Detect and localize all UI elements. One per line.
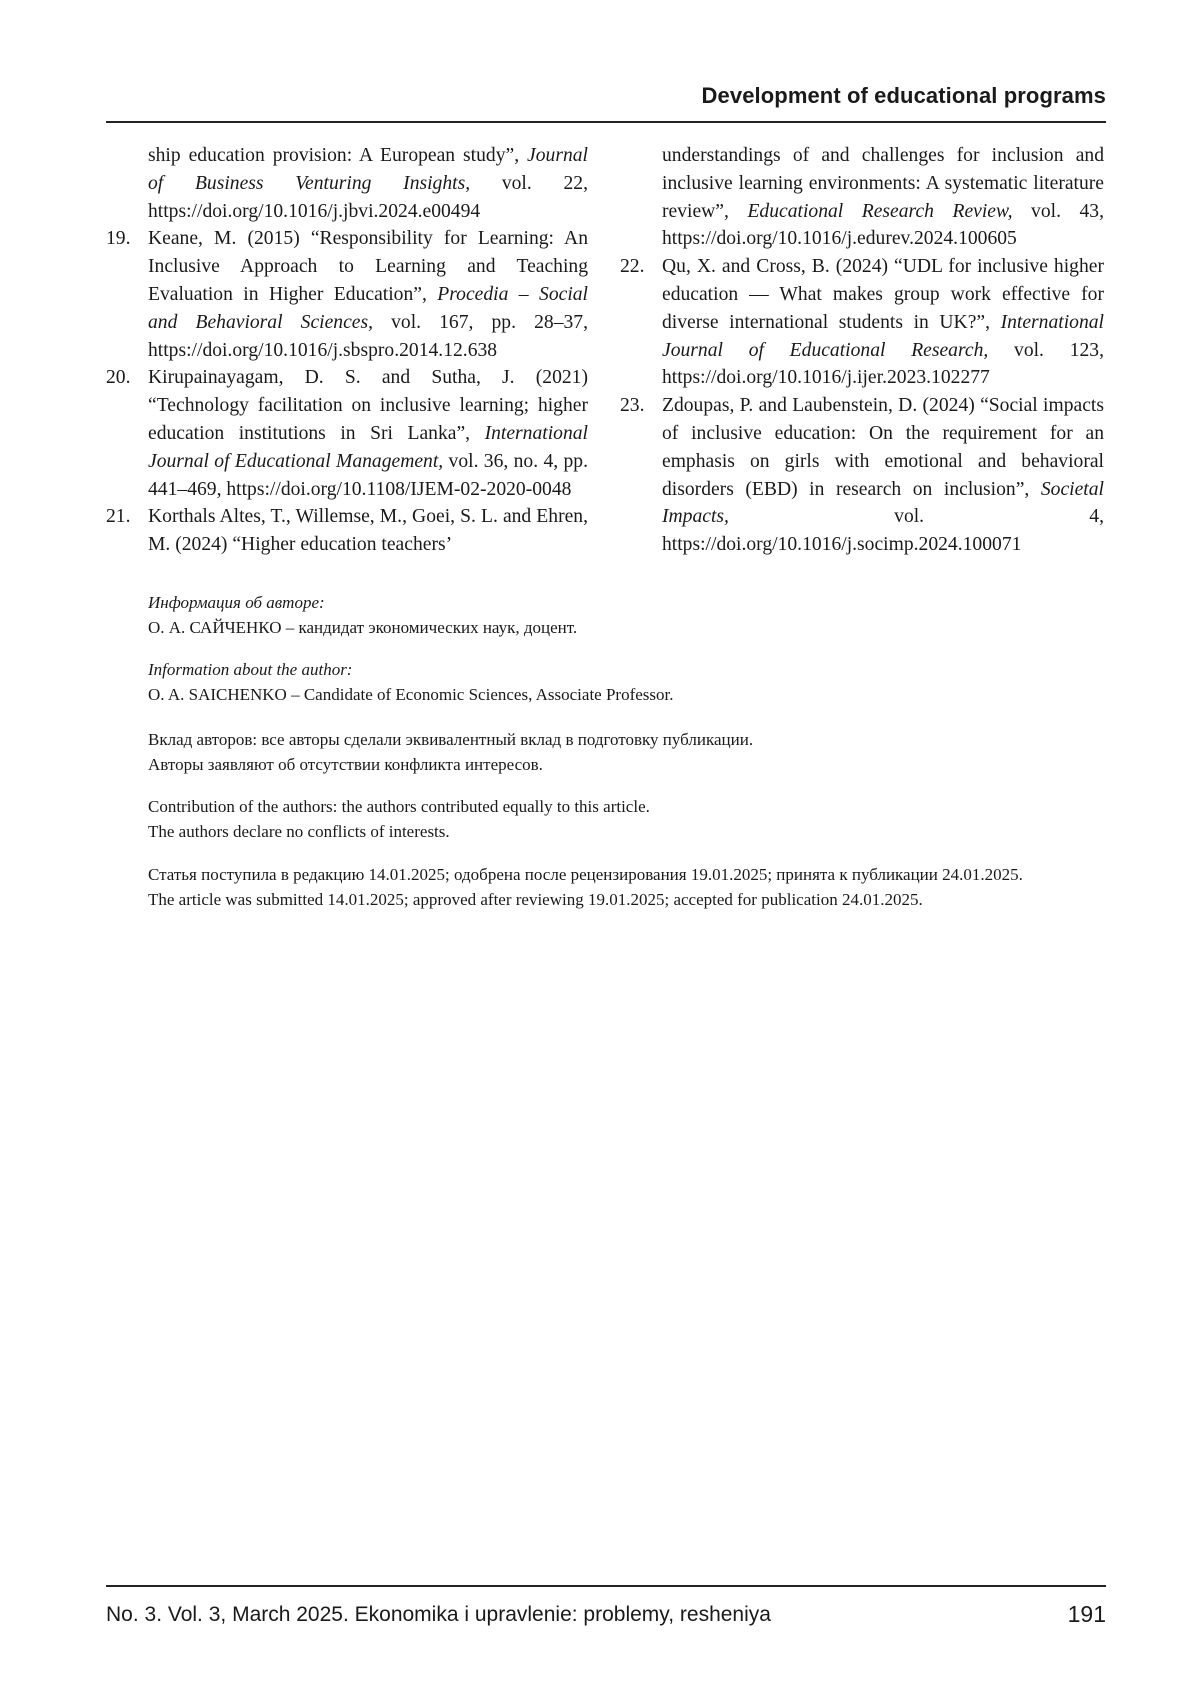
reference-source-title: International Journal of Educational Management, xyxy=(148,422,588,472)
reference-source-title: International Journal of Educational Research, xyxy=(662,311,1104,361)
reference-item xyxy=(106,503,588,559)
reference-continuation xyxy=(106,142,588,225)
reference-item xyxy=(106,225,588,364)
page-number: 191 xyxy=(1067,1601,1106,1627)
reference-continuation xyxy=(620,142,1104,253)
author-info-en-label: Information about the author: xyxy=(148,660,353,679)
reference-item xyxy=(620,253,1104,392)
reference-text-segment: Zdoupas, P. and Laubenstein, D. (2024) “Social impacts of inclusive education: On the requirement for an emphasis on girls with emotional and behavioral disorders (EBD) in research on inclusion”, xyxy=(662,395,1104,500)
dates-en: The article was submitted 14.01.2025; approved after reviewing 19.01.2025; accepted for publication 24.01.2025. xyxy=(148,890,923,909)
reference-text-segment: ship education provision: A European study”, xyxy=(148,145,528,166)
references-left-column xyxy=(106,142,588,559)
footer-rule xyxy=(106,1585,1106,1587)
dates-ru: Статья поступила в редакцию 14.01.2025; одобрена после рецензирования 19.01.2025; принята к публикации 24.01.2025. xyxy=(148,865,1023,884)
reference-number: 19. xyxy=(106,228,131,250)
contribution-en-line1: Contribution of the authors: the authors contributed equally to this article. xyxy=(148,797,650,816)
reference-text-segment: understandings of and challenges for inclusion and inclusive learning environments: A systematic literature review”, xyxy=(662,145,1104,222)
reference-text xyxy=(662,253,1104,392)
header-rule xyxy=(106,121,1106,123)
reference-item xyxy=(620,392,1104,559)
reference-number: 23. xyxy=(620,395,645,417)
contribution-en xyxy=(148,794,1108,844)
reference-source-title: Educational Research Review, xyxy=(747,200,1013,222)
reference-number: 21. xyxy=(106,506,131,528)
author-info-ru-label: Информация об авторе: xyxy=(148,593,325,612)
reference-text-segment: vol. 36, no. 4, pp. 441–469, https://doi.org/10.1108/IJEM-02-2020-0048 xyxy=(148,450,588,500)
contribution-ru-line2: Авторы заявляют об отсутствии конфликта интересов. xyxy=(148,755,543,774)
reference-number: 20. xyxy=(106,367,131,389)
running-header: Development of educational programs xyxy=(701,83,1106,108)
author-info-en xyxy=(148,657,1108,707)
reference-text xyxy=(662,392,1104,559)
reference-text-segment: Kirupainayagam, D. S. and Sutha, J. (2021) “Technology facilitation on inclusive learning; higher education institutions in Sri Lanka”, xyxy=(148,367,588,444)
reference-item xyxy=(106,364,588,503)
author-info-ru xyxy=(148,590,1108,640)
reference-text-segment: vol. 22, https://doi.org/10.1016/j.jbvi.2024.e00494 xyxy=(148,172,588,222)
reference-text xyxy=(148,225,588,364)
reference-source-title: Societal Impacts, xyxy=(662,478,1104,528)
reference-text xyxy=(148,503,588,559)
journal-citation: No. 3. Vol. 3, March 2025. Ekonomika i upravlenie: problemy, resheniya xyxy=(106,1603,771,1626)
author-info-ru-text: О. А. САЙЧЕНКО – кандидат экономических наук, доцент. xyxy=(148,618,578,637)
contribution-en-line2: The authors declare no conflicts of interests. xyxy=(148,822,450,841)
reference-text-segment: Korthals Altes, T., Willemse, M., Goei, S. L. and Ehren, M. (2024) “Higher education teachers’ xyxy=(148,506,588,556)
reference-text-segment: Qu, X. and Cross, B. (2024) “UDL for inclusive higher education — What makes group work effective for diverse international students in UK?”, xyxy=(662,256,1104,333)
reference-text-segment: vol. 4, https://doi.org/10.1016/j.socimp.2024.100071 xyxy=(662,506,1104,556)
reference-number: 22. xyxy=(620,256,645,278)
reference-text-segment: vol. 43, https://doi.org/10.1016/j.edurev.2024.100605 xyxy=(662,200,1105,250)
reference-text-segment: Keane, M. (2015) “Responsibility for Learning: An Inclusive Approach to Learning and Teaching Evaluation in Higher Education”, xyxy=(148,228,588,305)
contribution-ru xyxy=(148,727,1108,777)
reference-text-segment: vol. 123, https://doi.org/10.1016/j.ijer.2023.102277 xyxy=(662,339,1104,389)
reference-text xyxy=(148,364,588,503)
article-dates xyxy=(148,862,1108,912)
reference-text-segment: vol. 167, pp. 28–37, https://doi.org/10.1016/j.sbspro.2014.12.638 xyxy=(148,311,588,361)
references-right-column xyxy=(620,142,1104,559)
contribution-ru-line1: Вклад авторов: все авторы сделали эквивалентный вклад в подготовку публикации. xyxy=(148,730,754,749)
reference-text xyxy=(662,142,1104,253)
reference-text xyxy=(148,142,588,225)
author-info-en-text: O. A. SAICHENKO – Candidate of Economic Sciences, Associate Professor. xyxy=(148,685,674,704)
reference-source-title: Procedia – Social and Behavioral Sciences, xyxy=(148,283,589,333)
reference-source-title: Journal of Business Venturing Insights, xyxy=(148,145,588,194)
